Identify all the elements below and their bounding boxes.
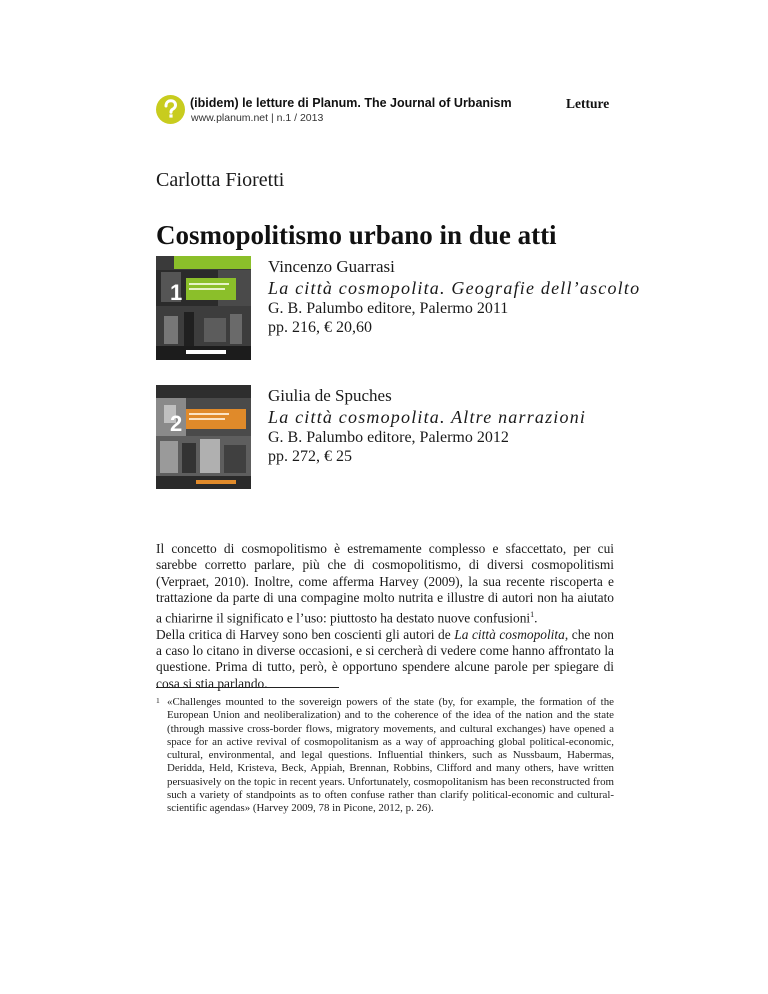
paragraph-text: Il concetto di cosmopolitismo è estremamente complesso e sfaccettato, per cui sarebbe corretto parlare, più che di cosmopolitismo, di diversi cosmopolitismi (Verpraet, 2010). Inoltre, come afferma Harvey (2009), la sua recente riscoperta e trattazione da parte di una compagine molto nutrita e illustre di autori non ha aiutato a chiarirne il significato e l’uso: piuttosto ha destato nuove confusioni — [156, 541, 614, 626]
paragraph — [156, 627, 614, 693]
footnote-text: «Challenges mounted to the sovereign powers of the state (by, for example, the formation of the European Union and neoliberalization) and to the coherence of the idea of the nation and the state (through massive cross-border flows, migratory movements, and cultural exchanges) have opened a space for an active revival of cosmopolitanism as a way of approaching global political-economic, cultural, environmental, and legal questions. Influential thinkers, such as Nussbaum, Habermas, Deridda, Held, Kristeva, Beck, Appiah, Brennan, Robbins, Clifford and many others, have written persuasively on the topic in recent years. Unfortunately, cosmopolitanism has been reconstructed from such a variety of standpoints as to often confuse rather than clarify political-economic and cultural-scientific agendas» (Harvey 2009, 78 in Picone, 2012, p. 26). — [167, 696, 614, 815]
paragraph-text: . — [534, 610, 538, 626]
book-title-reference: La città cosmopolita — [454, 626, 565, 642]
book-title: La città cosmopolita. Geografie dell’ascolto — [268, 278, 641, 298]
footnote — [156, 696, 614, 816]
paragraph-text: , che non a caso lo citano in diverse occasioni, e si cercherà di vedere come hanno affrontato la questione. Prima di tutto, però, è opportuno spendere alcune parole per spiegare di cosa si stia parlando. — [156, 626, 614, 691]
book-author: Giulia de Spuches — [268, 386, 392, 405]
book-title: La città cosmopolita. Altre narrazioni — [268, 407, 587, 427]
book-entry — [156, 256, 641, 371]
paragraph — [156, 541, 614, 627]
book-cover-image — [156, 385, 251, 489]
footnote-reference[interactable]: 1 — [530, 609, 535, 619]
section-label: Letture — [566, 96, 610, 111]
cover-number: 1 — [170, 280, 183, 305]
book-entry — [156, 385, 616, 500]
paragraph-text: Della critica di Harvey sono ben coscienti gli autori de — [156, 626, 455, 642]
journal-subline: www.planum.net | n.1 / 2013 — [191, 112, 324, 124]
footnote-divider — [156, 687, 339, 688]
article-title: Cosmopolitismo urbano in due atti — [156, 220, 557, 250]
book-pages-price: pp. 272, € 25 — [268, 448, 352, 465]
book-author: Vincenzo Guarrasi — [268, 257, 395, 276]
question-mark-logo-icon — [156, 95, 185, 124]
book-publisher: G. B. Palumbo editore, Palermo 2012 — [268, 429, 509, 446]
book-pages-price: pp. 216, € 20,60 — [268, 319, 372, 336]
book-publisher: G. B. Palumbo editore, Palermo 2011 — [268, 300, 509, 317]
journal-title: (ibidem) le letture di Planum. The Journal of Urbanism — [190, 96, 512, 110]
body-text — [156, 541, 614, 692]
book-cover-image — [156, 256, 251, 360]
cover-number: 2 — [170, 411, 183, 436]
article-author: Carlotta Fioretti — [156, 169, 285, 191]
footnote-mark: 1 — [156, 696, 160, 705]
